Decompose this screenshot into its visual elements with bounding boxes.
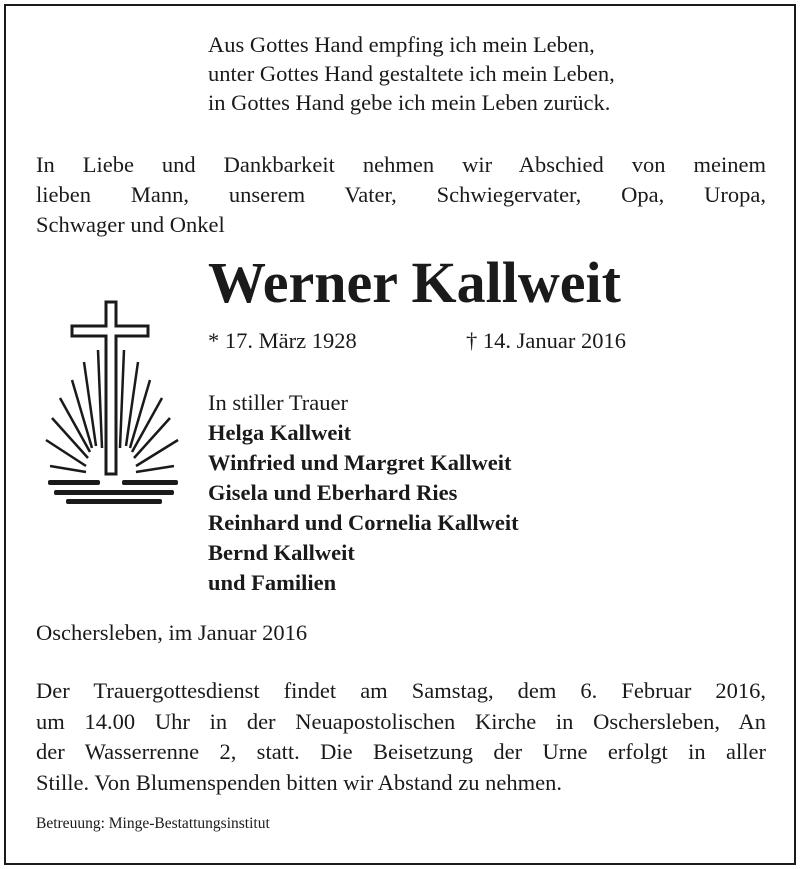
intro-line: Schwager und Onkel — [36, 212, 225, 237]
motto-line: Aus Gottes Hand empfing ich mein Leben, — [208, 32, 595, 57]
intro-line: In Liebe und Dankbarkeit nehmen wir Abschied von meinem — [36, 152, 766, 177]
intro-text — [36, 150, 766, 240]
birth-date: * 17. März 1928 — [208, 328, 357, 353]
cross-sunrise-icon — [40, 298, 190, 506]
service-line: um 14.00 Uhr in der Neuapostolischen Kirche in Oschersleben, An — [36, 708, 766, 734]
mourners-lead: In stiller Trauer — [208, 390, 348, 415]
mourner-name: Gisela und Eberhard Ries — [208, 480, 458, 505]
motto-line: in Gottes Hand gebe ich mein Leben zurück. — [208, 90, 611, 115]
mourner-name: Helga Kallweit — [208, 420, 352, 445]
service-line: Der Trauergottesdienst findet am Samstag, dem 6. Februar 2016, — [36, 678, 766, 703]
death-date: † 14. Januar 2016 — [466, 328, 626, 353]
mourner-name: Reinhard und Cornelia Kallweit — [208, 510, 519, 535]
mourner-name: und Familien — [208, 570, 337, 595]
service-notice — [36, 676, 766, 798]
mourners-list — [208, 388, 519, 598]
deceased-name: Werner Kallweit — [208, 250, 621, 315]
service-line: der Wasserrenne 2, statt. Die Beisetzung der Urne erfolgt in aller — [36, 739, 766, 764]
motto-verse — [208, 30, 615, 117]
place-date: Oschersleben, im Januar 2016 — [36, 620, 308, 645]
motto-line: unter Gottes Hand gestaltete ich mein Leben, — [208, 61, 615, 86]
intro-line: lieben Mann, unserem Vater, Schwiegervater, Opa, Uropa, — [36, 182, 766, 207]
mourner-name: Winfried und Margret Kallweit — [208, 450, 512, 475]
funeral-home-credit: Betreuung: Minge-Bestattungsinstitut — [36, 815, 270, 832]
service-line: Stille. Von Blumenspenden bitten wir Abstand zu nehmen. — [36, 769, 562, 795]
mourner-name: Bernd Kallweit — [208, 540, 355, 565]
